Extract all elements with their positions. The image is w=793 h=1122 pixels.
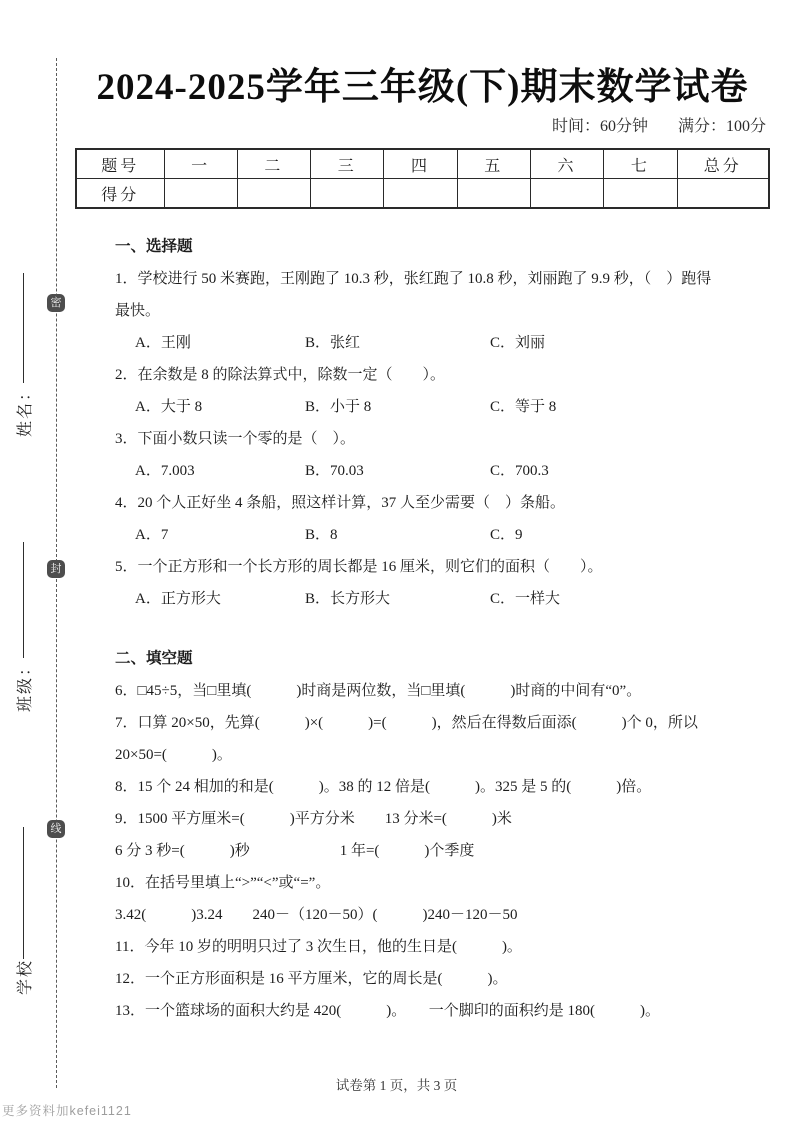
score-table-col-3: 三: [311, 149, 384, 179]
question-8-text: 8．15 个 24 相加的和是( )。38 的 12 倍是( )。325 是 5 的( )倍。: [115, 779, 652, 795]
question-13-text: 13．一个篮球场的面积大约是 420( )。 一个脚印的面积约是 180( )。: [115, 1003, 660, 1019]
question-12: [115, 963, 770, 995]
watermark-text: 更多资料加kefei1121: [2, 1104, 132, 1118]
question-9-text-line2: 6 分 3 秒=( )秒 1 年=( )个季度: [115, 843, 475, 859]
question-7-text-wrap: 20×50=( )。: [115, 747, 232, 763]
seal-stamp-mi: 密: [47, 294, 65, 312]
page-title: 2024-2025学年三年级(下)期末数学试卷: [96, 67, 749, 108]
question-2-options: [115, 391, 770, 423]
option-c: C．等于 8: [490, 399, 557, 415]
score-cell: [457, 179, 530, 209]
question-2: [115, 359, 770, 423]
score-table-col-2: 二: [237, 149, 310, 179]
question-3-text: 3．下面小数只读一个零的是（ ）。: [115, 431, 356, 447]
score-table-col-total: 总分: [677, 149, 769, 179]
seal-stamp-xian: 线: [47, 820, 65, 838]
score-table-col-6: 六: [530, 149, 603, 179]
score-row-label: 得分: [76, 179, 164, 209]
option-a: A．大于 8: [135, 399, 203, 415]
question-7-text: 7．口算 20×50，先算( )×( )=( )，然后在得数后面添( )个 0，所以: [115, 715, 698, 731]
exam-time-label: 时间：60分钟: [551, 118, 648, 135]
question-9-text: 9．1500 平方厘米=( )平方分米 13 分米=( )米: [115, 811, 512, 827]
score-table: [75, 148, 770, 209]
question-10: [115, 867, 770, 931]
question-5: [115, 551, 770, 615]
question-11: [115, 931, 770, 963]
option-c: C．700.3: [490, 463, 549, 479]
question-8: [115, 771, 770, 803]
question-12-text: 12．一个正方形面积是 16 平方厘米，它的周长是( )。: [115, 971, 508, 987]
school-field: [13, 827, 33, 995]
page-number-footer: 试卷第 1 页，共 3 页: [335, 1078, 458, 1093]
option-b: B．70.03: [305, 463, 364, 479]
score-cell: [530, 179, 603, 209]
question-6-text: 6．□45÷5，当□里填( )时商是两位数，当□里填( )时商的中间有“0”。: [115, 683, 642, 699]
score-cell: [311, 179, 384, 209]
question-1: [115, 263, 770, 359]
question-9: [115, 803, 770, 867]
score-table-col-7: 七: [604, 149, 677, 179]
name-blank-line: [23, 273, 24, 383]
question-10-text-line2: 3.42( )3.24 240－（120－50）( )240－120－50: [115, 907, 518, 923]
score-table-header-row: [76, 149, 769, 179]
question-1-text: 1．学校进行 50 米赛跑，王刚跑了 10.3 秒，张红跑了 10.8 秒，刘丽跑了 9.9 秒，（ ）跑得: [115, 271, 712, 287]
question-4-options: [115, 519, 770, 551]
exam-full-score-label: 满分：100分: [677, 118, 766, 135]
option-c: C．一样大: [490, 591, 561, 607]
question-13: [115, 995, 770, 1027]
question-1-text-wrap: 最快。: [115, 303, 161, 319]
score-cell: [237, 179, 310, 209]
exam-meta: [75, 114, 770, 140]
score-cell: [384, 179, 457, 209]
option-c: C．9: [490, 527, 523, 543]
name-field-label: 姓名：: [16, 382, 34, 437]
school-field-label: 学校: [16, 958, 34, 995]
question-5-options: [115, 583, 770, 615]
question-5-text: 5．一个正方形和一个长方形的周长都是 16 厘米，则它们的面积（ ）。: [115, 559, 603, 575]
question-4: [115, 487, 770, 551]
questions-area: [75, 231, 770, 1027]
score-table-corner-cell: 题号: [76, 149, 164, 179]
option-a: A．正方形大: [135, 591, 221, 607]
question-4-text: 4．20 个人正好坐 4 条船，照这样计算，37 人至少需要（ ）条船。: [115, 495, 566, 511]
question-7: [115, 707, 770, 771]
option-b: B．张红: [305, 335, 361, 351]
option-c: C．刘丽: [490, 335, 546, 351]
question-3-options: [115, 455, 770, 487]
class-blank-line: [23, 542, 24, 658]
exam-content: [75, 46, 770, 1027]
section-heading-choice: 一、选择题: [115, 238, 193, 255]
class-field-label: 班级：: [16, 657, 34, 712]
question-11-text: 11．今年 10 岁的明明只过了 3 次生日，他的生日是( )。: [115, 939, 522, 955]
score-cell: [677, 179, 769, 209]
section-heading-fill-blank: 二、填空题: [115, 650, 193, 667]
score-table-col-5: 五: [457, 149, 530, 179]
option-b: B．8: [305, 527, 338, 543]
question-6: [115, 675, 770, 707]
name-field: [13, 273, 33, 437]
seal-stamp-feng: 封: [47, 560, 65, 578]
question-1-options: [115, 327, 770, 359]
question-3: [115, 423, 770, 487]
score-table-col-1: 一: [164, 149, 237, 179]
option-a: A．王刚: [135, 335, 191, 351]
class-field: [13, 542, 33, 712]
score-table-col-4: 四: [384, 149, 457, 179]
school-blank-line: [23, 827, 24, 959]
option-a: A．7: [135, 527, 169, 543]
score-table-score-row: [76, 179, 769, 209]
score-cell: [604, 179, 677, 209]
question-2-text: 2．在余数是 8 的除法算式中，除数一定（ ）。: [115, 367, 446, 383]
option-b: B．长方形大: [305, 591, 391, 607]
option-a: A．7.003: [135, 463, 195, 479]
option-b: B．小于 8: [305, 399, 372, 415]
score-cell: [164, 179, 237, 209]
question-10-text: 10．在括号里填上“>”“<”或“=”。: [115, 875, 331, 891]
